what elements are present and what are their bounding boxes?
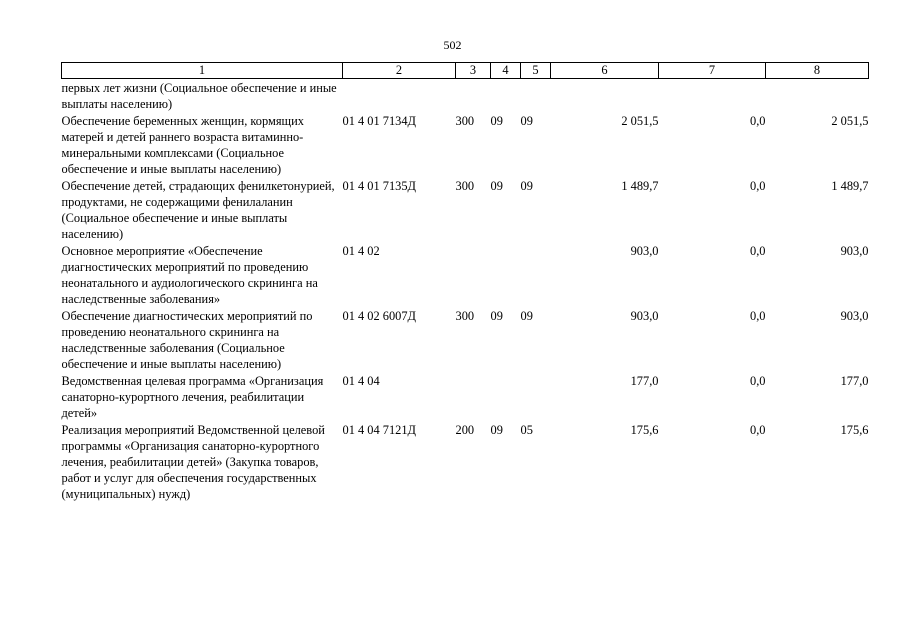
row-section: 09	[490, 423, 503, 437]
row-section	[491, 242, 521, 307]
row-value-7: 0,0	[750, 423, 766, 437]
header-row	[62, 63, 869, 79]
row-subsection	[521, 79, 551, 113]
row-value-7: 0,0	[750, 309, 766, 323]
column-header: 7	[659, 63, 766, 79]
table-row	[62, 421, 869, 502]
row-type: 300	[455, 309, 475, 323]
row-value-6: 2 051,5	[621, 114, 659, 128]
table-row	[62, 177, 869, 242]
row-section: 09	[490, 179, 503, 193]
row-section	[491, 372, 521, 421]
row-value-8: 903,0	[840, 309, 869, 323]
row-name: Основное мероприятие «Обеспечение диагностических мероприятий по проведению неонатального и аудиологического скрининга на наследственные заболевания»	[61, 244, 318, 306]
row-name: Обеспечение беременных женщин, кормящих матерей и детей раннего возраста витаминно-минеральными комплексами (Социальное обеспечение и иные выплаты населению)	[61, 114, 304, 176]
row-code	[343, 79, 456, 113]
row-value-8: 175,6	[840, 423, 869, 437]
row-value-8: 177,0	[840, 374, 869, 388]
column-header: 8	[766, 63, 869, 79]
row-type	[456, 79, 491, 113]
table-row	[62, 242, 869, 307]
page-number: 502	[443, 38, 462, 52]
row-type	[456, 242, 491, 307]
row-name: первых лет жизни (Социальное обеспечение и иные выплаты населению)	[61, 81, 337, 111]
row-value-7: 0,0	[750, 114, 766, 128]
row-type: 300	[455, 114, 475, 128]
row-value-8	[766, 79, 869, 113]
column-header: 3	[456, 63, 491, 79]
row-subsection	[521, 242, 551, 307]
row-value-8: 2 051,5	[831, 114, 869, 128]
column-header: 2	[343, 63, 456, 79]
row-name: Реализация мероприятий Ведомственной целевой программы «Организация санаторно-курортного лечения, реабилитации детей» (Закупка товаров, работ и услуг для обеспечения государственных (муниципальных) нужд)	[61, 423, 325, 501]
row-code: 01 4 04 7121Д	[342, 423, 417, 437]
row-value-7: 0,0	[750, 374, 766, 388]
column-header: 1	[62, 63, 343, 79]
row-type: 300	[455, 179, 475, 193]
table-row	[62, 79, 869, 113]
row-value-8: 903,0	[840, 244, 869, 258]
row-subsection: 09	[520, 309, 533, 323]
row-code: 01 4 04	[342, 374, 380, 388]
row-value-8: 1 489,7	[831, 179, 869, 193]
row-section: 09	[490, 309, 503, 323]
row-value-7: 0,0	[750, 179, 766, 193]
budget-table	[61, 62, 869, 502]
row-subsection: 09	[520, 114, 533, 128]
row-code: 01 4 02 6007Д	[342, 309, 417, 323]
table-row	[62, 372, 869, 421]
row-value-6: 177,0	[630, 374, 659, 388]
row-value-6: 175,6	[630, 423, 659, 437]
row-value-6: 903,0	[630, 244, 659, 258]
row-name: Ведомственная целевая программа «Организация санаторно-курортного лечения, реабилитации детей»	[61, 374, 324, 420]
column-header: 4	[491, 63, 521, 79]
row-type: 200	[455, 423, 475, 437]
column-header: 5	[521, 63, 551, 79]
row-value-6	[551, 79, 659, 113]
table-row	[62, 307, 869, 372]
row-subsection: 09	[520, 179, 533, 193]
row-type	[456, 372, 491, 421]
row-section: 09	[490, 114, 503, 128]
table-row	[62, 112, 869, 177]
row-name: Обеспечение детей, страдающих фенилкетонурией, продуктами, не содержащими фенилаланин (Социальное обеспечение и иные выплаты населению)	[61, 179, 335, 241]
row-value-6: 903,0	[630, 309, 659, 323]
row-section	[491, 79, 521, 113]
row-name: Обеспечение диагностических мероприятий по проведению неонатального скрининга на наследственные заболевания (Социальное обеспечение и иные выплаты населению)	[61, 309, 313, 371]
row-subsection	[521, 372, 551, 421]
row-code: 01 4 01 7134Д	[342, 114, 417, 128]
column-header: 6	[551, 63, 659, 79]
row-value-6: 1 489,7	[621, 179, 659, 193]
row-code: 01 4 02	[342, 244, 380, 258]
row-code: 01 4 01 7135Д	[342, 179, 417, 193]
row-value-7	[659, 79, 766, 113]
row-value-7: 0,0	[750, 244, 766, 258]
row-subsection: 05	[520, 423, 533, 437]
